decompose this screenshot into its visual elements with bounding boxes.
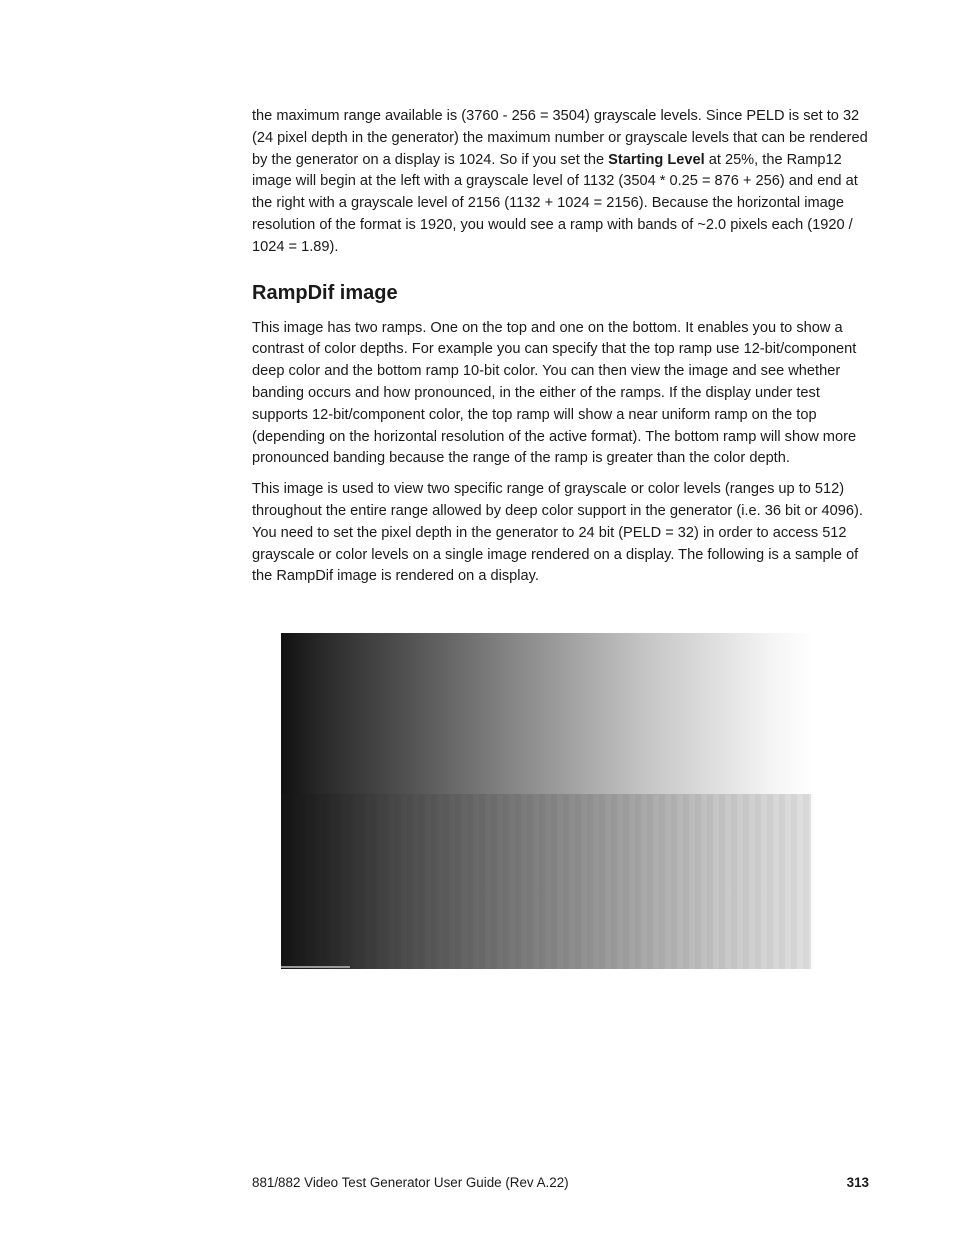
page-content [252,106,870,597]
starting-level-term: Starting Level [608,151,705,168]
intro-paragraph [252,106,870,259]
section-heading: RampDif image [252,281,398,304]
bottom-ramp [281,794,814,969]
intro-text-end: at 25%, the Ramp12 image will begin at the left with a grayscale level of 1132 (3504 * 0.25 = 876 + 256) and end at the right with a grayscale level of 2156 (1132 + 1024 = 2156). Because the horizontal image resolution of the format is 1920, you would see a ramp with bands of ~2.0 pixels each (1920 / 1024 = 1.89). [252,151,858,255]
footer-title: 881/882 Video Test Generator User Guide (Rev A.22) [252,1175,569,1190]
rampdif-description-paragraph: This image has two ramps. One on the top and one on the bottom. It enables you to show a contrast of color depths. For example you can specify that the top ramp use 12-bit/component deep color and the bottom ramp 10-bit color. You can then view the image and see whether banding occurs and how pronounced, in the either of the ramps. If the display under test supports 12-bit/component color, the top ramp will show a near uniform ramp on the top (depending on the horizontal resolution of the active format). The bottom ramp will show more pronounced banding because the range of the ramp is greater than the color depth. [252,319,857,467]
intro-text-start: the maximum range available is (3760 - 256 = 3504) grayscale levels. Since PELD is set to 32 (24 pixel depth in the generator) the maximum number or grayscale levels that can be rendered by the generator on a display is 1024. So if you set the [252,108,868,168]
rampdif-sample-image [281,633,814,969]
ramp-right-edge [811,633,814,969]
page-number: 313 [846,1175,869,1190]
rampdif-usage-paragraph: This image is used to view two specific range of grayscale or color levels (ranges up to 512) throughout the entire range allowed by deep color support in the generator (i.e. 36 bit or 4096). You need to set the pixel depth in the generator to 24 bit (PELD = 32) in order to access 512 grayscale or color levels on a single image rendered on a display. The following is a sample of the RampDif image is rendered on a display. [252,481,863,585]
bottom-ramp-banding [281,794,814,969]
image-bottom-marker [281,966,350,968]
top-ramp [281,633,814,794]
